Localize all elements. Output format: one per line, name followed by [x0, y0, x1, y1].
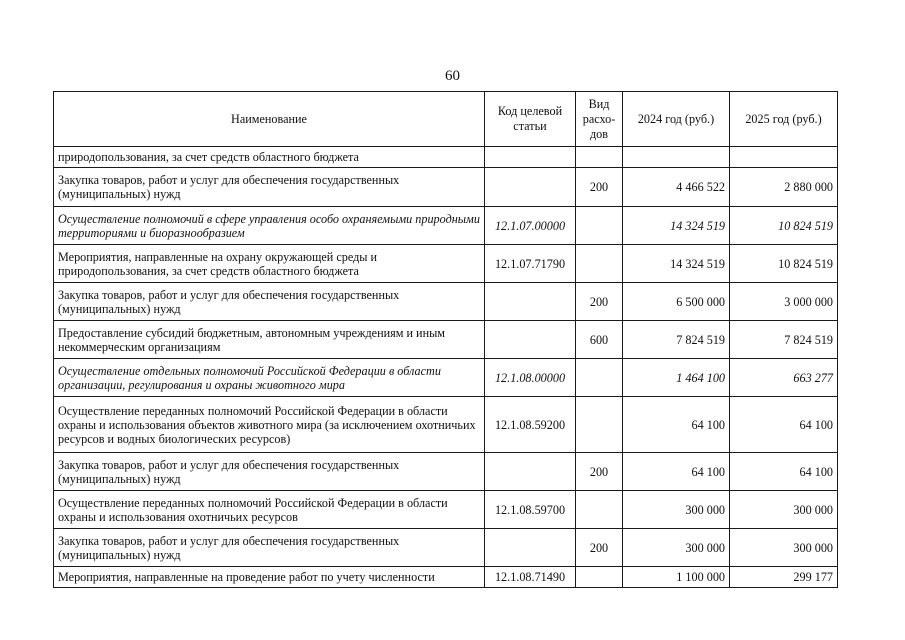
row-type: 600	[576, 321, 623, 359]
row-code	[485, 529, 576, 567]
table-row	[54, 529, 838, 567]
header-type: Вид расхо-дов	[576, 92, 623, 147]
row-name: Закупка товаров, работ и услуг для обеспечения государственных (муниципальных) нужд	[54, 529, 485, 567]
row-name: Осуществление отдельных полномочий Российской Федерации в области организации, регулирования и охраны животного мира	[54, 359, 485, 397]
row-type	[576, 359, 623, 397]
row-2024: 14 324 519	[623, 207, 730, 245]
row-type	[576, 147, 623, 168]
row-2025: 10 824 519	[730, 207, 838, 245]
row-code: 12.1.08.00000	[485, 359, 576, 397]
row-name: Осуществление переданных полномочий Российской Федерации в области охраны и использования охотничьих ресурсов	[54, 491, 485, 529]
table-row	[54, 453, 838, 491]
row-2025	[730, 147, 838, 168]
row-name: Мероприятия, направленные на охрану окружающей среды и природопользования, за счет средств областного бюджета	[54, 245, 485, 283]
row-2024: 7 824 519	[623, 321, 730, 359]
table-header-row	[54, 92, 838, 147]
row-code	[485, 147, 576, 168]
row-name: Предоставление субсидий бюджетным, автономным учреждениям и иным некоммерческим организациям	[54, 321, 485, 359]
row-2025: 300 000	[730, 491, 838, 529]
row-2025: 300 000	[730, 529, 838, 567]
row-2024	[623, 147, 730, 168]
row-2024: 64 100	[623, 453, 730, 491]
row-2024: 64 100	[623, 397, 730, 453]
row-code	[485, 283, 576, 321]
row-2025: 64 100	[730, 397, 838, 453]
row-code: 12.1.08.71490	[485, 567, 576, 588]
table-row	[54, 321, 838, 359]
table-row	[54, 397, 838, 453]
row-2024: 1 100 000	[623, 567, 730, 588]
row-type	[576, 207, 623, 245]
row-2025: 7 824 519	[730, 321, 838, 359]
row-name: Закупка товаров, работ и услуг для обеспечения государственных (муниципальных) нужд	[54, 168, 485, 207]
row-code	[485, 453, 576, 491]
row-code	[485, 321, 576, 359]
row-2024: 14 324 519	[623, 245, 730, 283]
row-2025: 3 000 000	[730, 283, 838, 321]
row-2024: 1 464 100	[623, 359, 730, 397]
row-type	[576, 397, 623, 453]
table-row	[54, 567, 838, 588]
row-name: Осуществление переданных полномочий Российской Федерации в области охраны и использования объектов животного мира (за исключением охотничьих ресурсов и водных биологических ресурсов)	[54, 397, 485, 453]
row-name: природопользования, за счет средств областного бюджета	[54, 147, 485, 168]
row-2024: 6 500 000	[623, 283, 730, 321]
row-2024: 300 000	[623, 491, 730, 529]
table-row	[54, 207, 838, 245]
header-name: Наименование	[54, 92, 485, 147]
header-2024: 2024 год (руб.)	[623, 92, 730, 147]
row-2025: 10 824 519	[730, 245, 838, 283]
row-name: Мероприятия, направленные на проведение работ по учету численности	[54, 567, 485, 588]
table-row	[54, 491, 838, 529]
row-type: 200	[576, 453, 623, 491]
row-type: 200	[576, 168, 623, 207]
row-name: Закупка товаров, работ и услуг для обеспечения государственных (муниципальных) нужд	[54, 453, 485, 491]
row-2025: 2 880 000	[730, 168, 838, 207]
row-2024: 300 000	[623, 529, 730, 567]
table-row	[54, 168, 838, 207]
row-2025: 299 177	[730, 567, 838, 588]
page-number: 60	[445, 68, 460, 84]
header-2025: 2025 год (руб.)	[730, 92, 838, 147]
table-row	[54, 359, 838, 397]
header-code: Код целевой статьи	[485, 92, 576, 147]
table-row	[54, 147, 838, 168]
row-code	[485, 168, 576, 207]
budget-table	[53, 91, 838, 588]
row-2025: 64 100	[730, 453, 838, 491]
row-code: 12.1.08.59200	[485, 397, 576, 453]
row-code: 12.1.08.59700	[485, 491, 576, 529]
row-type	[576, 245, 623, 283]
table-row	[54, 245, 838, 283]
table-row	[54, 283, 838, 321]
row-type	[576, 491, 623, 529]
row-type	[576, 567, 623, 588]
row-2024: 4 466 522	[623, 168, 730, 207]
row-2025: 663 277	[730, 359, 838, 397]
row-code: 12.1.07.00000	[485, 207, 576, 245]
row-code: 12.1.07.71790	[485, 245, 576, 283]
row-name: Осуществление полномочий в сфере управления особо охраняемыми природными территориями и биоразнообразием	[54, 207, 485, 245]
row-name: Закупка товаров, работ и услуг для обеспечения государственных (муниципальных) нужд	[54, 283, 485, 321]
row-type: 200	[576, 529, 623, 567]
row-type: 200	[576, 283, 623, 321]
